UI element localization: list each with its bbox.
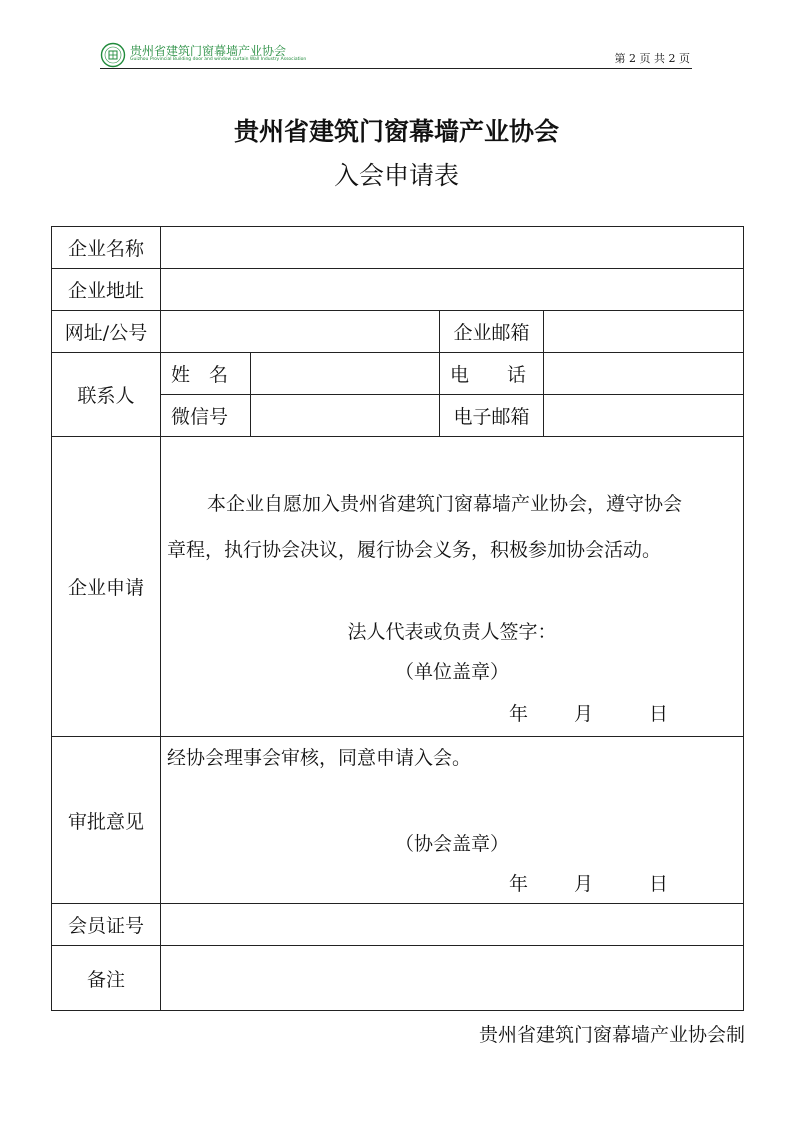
contact-name-field[interactable] — [251, 353, 440, 395]
application-date-month: 月 — [574, 703, 594, 725]
page-number: 第 2 页 共 2 页 — [614, 52, 690, 65]
application-text-line-1: 本企业自愿加入贵州省建筑门窗幕墙产业协会，遵守协会 — [207, 493, 683, 515]
name-label: 姓 名 — [161, 353, 251, 395]
company-address-label: 企业地址 — [52, 269, 161, 311]
contact-email-field[interactable] — [544, 395, 744, 437]
email-label: 电子邮箱 — [440, 395, 544, 437]
document-title: 贵州省建筑门窗幕墙产业协会 — [233, 117, 559, 146]
header-org-name: 贵州省建筑门窗幕墙产业协会 — [130, 44, 287, 58]
application-cell — [161, 437, 744, 737]
company-name-field[interactable] — [161, 227, 744, 269]
approval-text: 经协会理事会审核，同意申请入会。 — [167, 747, 472, 769]
approval-cell — [161, 737, 744, 904]
company-email-field[interactable] — [544, 311, 744, 353]
phone-label: 电 话 — [440, 353, 544, 395]
remarks-field[interactable] — [161, 946, 744, 1011]
approval-date-month: 月 — [574, 873, 594, 895]
company-name-label: 企业名称 — [52, 227, 161, 269]
signature-label: 法人代表或负责人签字： — [347, 621, 557, 643]
footer-issuer: 贵州省建筑门窗幕墙产业协会制 — [478, 1024, 745, 1046]
website-field[interactable] — [161, 311, 440, 353]
page-header — [100, 40, 692, 69]
header-org-name-en: Guizhou Provincial Building door and window curtain Wall Industry Association — [130, 57, 307, 62]
association-logo-icon — [100, 42, 126, 68]
approval-date-day: 日 — [649, 873, 669, 895]
application-label: 企业申请 — [52, 437, 161, 737]
remarks-label: 备注 — [52, 946, 161, 1011]
association-seal-label: （协会盖章） — [394, 833, 509, 855]
application-form-table — [51, 226, 744, 1011]
contact-label: 联系人 — [52, 353, 161, 437]
member-no-label: 会员证号 — [52, 904, 161, 946]
website-label: 网址/公号 — [52, 311, 161, 353]
application-date-year: 年 — [509, 703, 529, 725]
document-subtitle: 入会申请表 — [333, 161, 459, 190]
application-date-day: 日 — [649, 703, 669, 725]
wechat-label: 微信号 — [161, 395, 251, 437]
approval-date-year: 年 — [509, 873, 529, 895]
company-address-field[interactable] — [161, 269, 744, 311]
member-no-field[interactable] — [161, 904, 744, 946]
application-text-line-2: 章程，执行协会决议，履行协会义务，积极参加协会活动。 — [167, 539, 662, 561]
contact-phone-field[interactable] — [544, 353, 744, 395]
approval-label: 审批意见 — [52, 737, 161, 904]
company-email-label: 企业邮箱 — [440, 311, 544, 353]
unit-seal-label: （单位盖章） — [394, 661, 509, 683]
wechat-field[interactable] — [251, 395, 440, 437]
